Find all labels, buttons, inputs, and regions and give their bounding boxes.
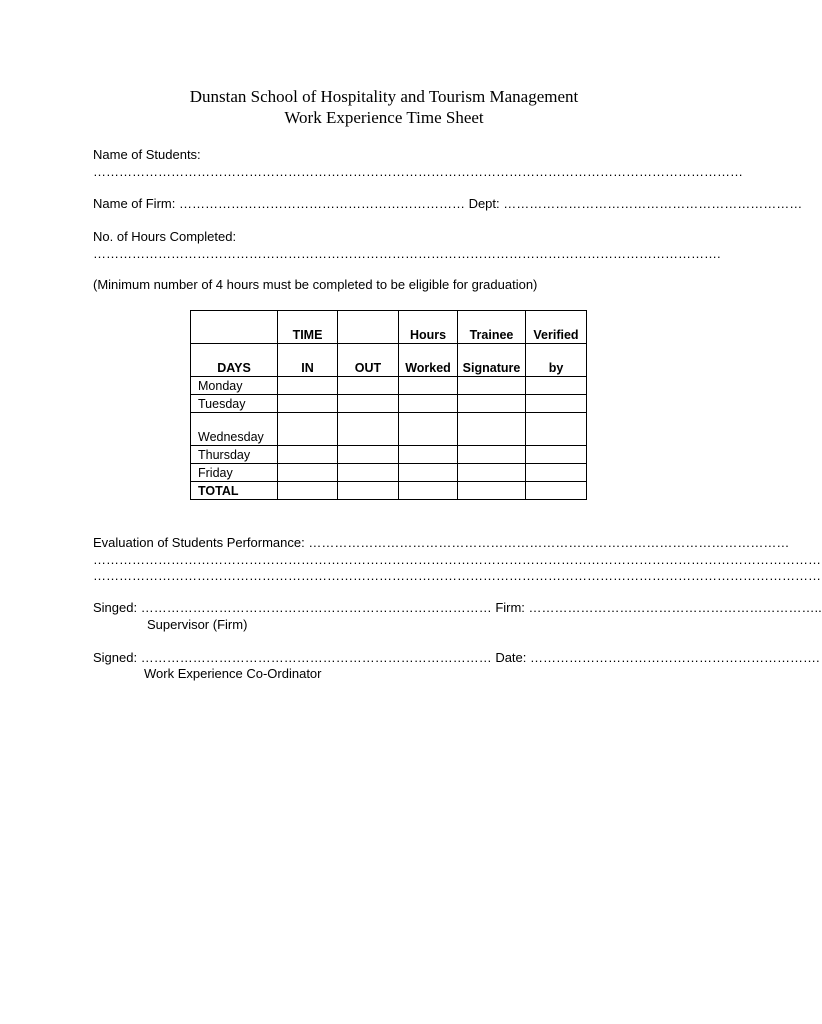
trainee-signature-cell[interactable] (458, 464, 526, 482)
header-out: OUT (338, 344, 399, 377)
total-label: TOTAL (191, 482, 278, 500)
students-dots[interactable]: …………………………………………………………………………………………………………………………………… (93, 164, 743, 179)
header-days: DAYS (191, 344, 278, 377)
verified-by-cell[interactable] (526, 377, 587, 395)
table-row (191, 464, 587, 482)
header-time: TIME (278, 311, 338, 344)
time-out-cell[interactable] (338, 413, 399, 446)
students-label: Name of Students: (93, 147, 201, 162)
trainee-signature-cell[interactable] (458, 446, 526, 464)
table-row (191, 377, 587, 395)
coordinator-sign-line[interactable]: Signed: ……………………………………………………………………… Date: …………………………………………………………. (93, 650, 820, 665)
header-by: by (526, 344, 587, 377)
evaluation-line[interactable]: Evaluation of Students Performance: ………………………………………………………………………………………………… (93, 535, 790, 550)
hours-worked-cell[interactable] (399, 464, 458, 482)
evaluation-dots-line[interactable]: …………………………………………………………………………………………………………………………………………………… (93, 568, 821, 583)
day-cell: Thursday (191, 446, 278, 464)
table-row (191, 395, 587, 413)
header-worked: Worked (399, 344, 458, 377)
hours-dots[interactable]: ………………………………………………………………………………………………………………………………. (93, 246, 721, 261)
table-total-row (191, 482, 587, 500)
verified-by-cell[interactable] (526, 446, 587, 464)
total-signature-cell[interactable] (458, 482, 526, 500)
time-in-cell[interactable] (278, 446, 338, 464)
hours-label: No. of Hours Completed: (93, 229, 237, 244)
time-out-cell[interactable] (338, 395, 399, 413)
graduation-note: (Minimum number of 4 hours must be completed to be eligible for graduation) (93, 277, 538, 292)
time-out-cell[interactable] (338, 446, 399, 464)
total-in-cell[interactable] (278, 482, 338, 500)
day-cell: Friday (191, 464, 278, 482)
total-verified-cell[interactable] (526, 482, 587, 500)
time-sheet-table (190, 310, 587, 500)
table-row (191, 446, 587, 464)
header-cell (338, 311, 399, 344)
time-in-cell[interactable] (278, 377, 338, 395)
day-cell: Wednesday (191, 413, 278, 446)
header-trainee: Trainee (458, 311, 526, 344)
total-hours-cell[interactable] (399, 482, 458, 500)
trainee-signature-cell[interactable] (458, 377, 526, 395)
coordinator-caption: Work Experience Co-Ordinator (144, 666, 322, 681)
evaluation-dots-line[interactable]: …………………………………………………………………………………………………………………………………………………… (93, 552, 821, 567)
hours-worked-cell[interactable] (399, 377, 458, 395)
time-in-cell[interactable] (278, 413, 338, 446)
day-cell: Monday (191, 377, 278, 395)
firm-dept-line[interactable]: Name of Firm: ………………………………………………………… Dept: …………………………………………………………… (93, 196, 803, 211)
verified-by-cell[interactable] (526, 413, 587, 446)
table-header-row (191, 311, 587, 344)
verified-by-cell[interactable] (526, 395, 587, 413)
header-hours: Hours (399, 311, 458, 344)
hours-worked-cell[interactable] (399, 446, 458, 464)
table-row (191, 413, 587, 446)
table-header-row (191, 344, 587, 377)
trainee-signature-cell[interactable] (458, 413, 526, 446)
form-title: Work Experience Time Sheet (284, 108, 484, 127)
school-title: Dunstan School of Hospitality and Tourism Management (189, 87, 579, 106)
header-verified: Verified (526, 311, 587, 344)
time-out-cell[interactable] (338, 464, 399, 482)
hours-worked-cell[interactable] (399, 395, 458, 413)
supervisor-caption: Supervisor (Firm) (147, 617, 248, 632)
header-cell (191, 311, 278, 344)
total-out-cell[interactable] (338, 482, 399, 500)
supervisor-sign-line[interactable]: Singed: ……………………………………………………………………… Firm: ………………………………………………………….. (93, 600, 822, 615)
time-in-cell[interactable] (278, 464, 338, 482)
header-signature: Signature (458, 344, 526, 377)
time-in-cell[interactable] (278, 395, 338, 413)
hours-worked-cell[interactable] (399, 413, 458, 446)
verified-by-cell[interactable] (526, 464, 587, 482)
time-out-cell[interactable] (338, 377, 399, 395)
day-cell: Tuesday (191, 395, 278, 413)
trainee-signature-cell[interactable] (458, 395, 526, 413)
header-in: IN (278, 344, 338, 377)
